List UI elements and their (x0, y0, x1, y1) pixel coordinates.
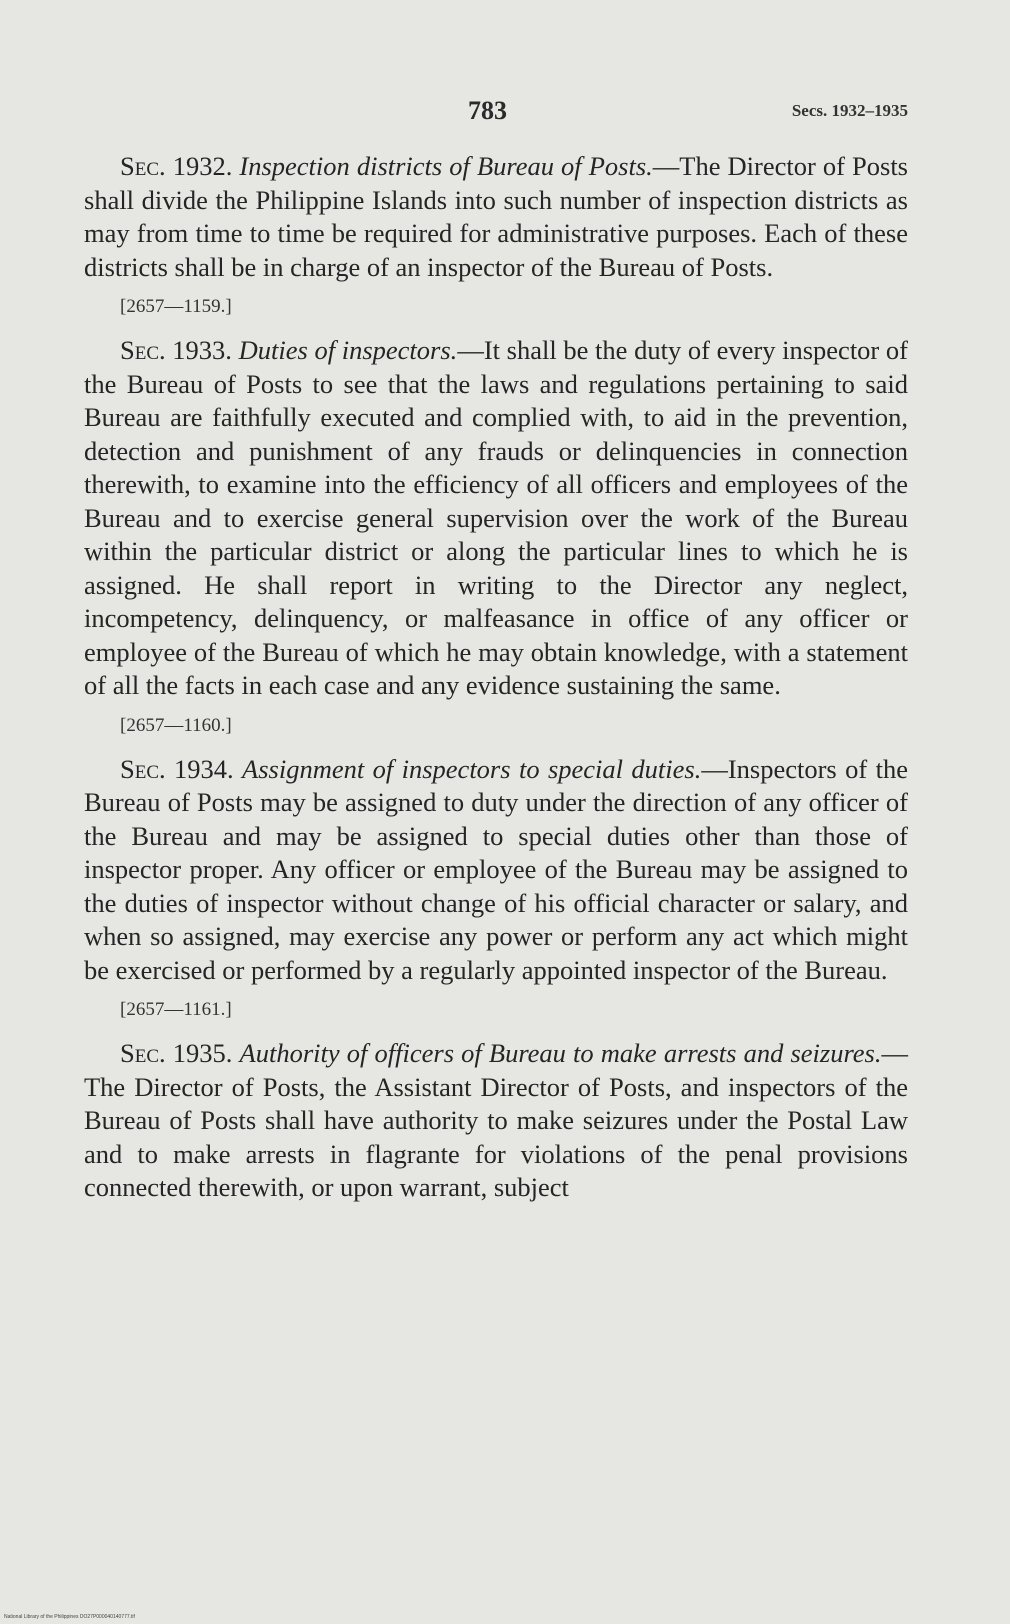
section-citation: [2657—1160.] (120, 714, 232, 736)
section-label: Sec. 1935. (120, 1038, 233, 1068)
section-body: —It shall be the duty of every inspector of the Bureau of Posts to see that the laws and regulations pertaining to said Bureau are faithfully executed and complied with, to aid in the prevention, detection and punishment of any frauds or delinquencies in connection therewith, to examine into the efficiency of all officers and employees of the Bureau and to exercise general supervision over the work of the Bureau within the particular district or along the particular lines to which he is assigned. He shall report in writing to the Director any neglect, incompetency, delinquency, or malfeasance in office of any officer or employee of the Bureau of which he may obtain knowledge, with a statement of all the facts in each case and any evidence sustaining the same. (84, 335, 908, 700)
section-body: —The Director of Posts shall divide the Philippine Islands into such number of inspection districts as may from time to time be required for administrative purposes. Each of these districts shall be in charge of an inspector of the Bureau of Posts. (84, 151, 908, 282)
section-label: Sec. 1933. (120, 335, 232, 365)
section-citation: [2657—1161.] (120, 999, 232, 1020)
section-1933 (84, 334, 908, 739)
section-body: —Inspectors of the Bureau of Posts may be assigned to duty under the direction of any officer of the Bureau and may be assigned to special duties other than those of inspector proper. Any officer or employee of the Bureau may be assigned to the duties of inspector without change of his official character or salary, and when so assigned, may exercise any power or perform any act which might be exercised or performed by a regularly appointed inspector of the Bureau. (84, 753, 908, 985)
section-1935 (84, 1037, 908, 1205)
section-heading: Duties of inspectors. (238, 335, 458, 365)
section-paragraph (84, 753, 908, 988)
scan-credit: National Library of the Philippines DO27P000040140777.tif (4, 1614, 135, 1620)
section-paragraph (84, 1037, 908, 1205)
section-1934 (84, 753, 908, 1024)
section-label: Sec. 1932. (120, 151, 233, 181)
section-heading: Inspection districts of Bureau of Posts. (239, 151, 653, 181)
page-header (84, 96, 908, 136)
section-heading: Assignment of inspectors to special duties. (242, 753, 702, 784)
section-1932 (84, 150, 908, 320)
section-citation: [2657—1159.] (120, 296, 232, 317)
section-heading: Authority of officers of Bureau to make arrests and seizures. (239, 1038, 882, 1068)
section-label: Sec. 1934. (120, 753, 234, 784)
page-number: 783 (468, 96, 507, 125)
section-range: Secs. 1932–1935 (791, 101, 908, 120)
section-paragraph (84, 150, 908, 284)
page-content (84, 96, 908, 1205)
section-body: —The Director of Posts, the Assistant Director of Posts, and inspectors of the Bureau of Posts shall have authority to make seizures under the Postal Law and to make arrests in flagrante for violations of the penal provisions connected therewith, or upon warrant, subject (84, 1038, 908, 1202)
section-paragraph (84, 334, 908, 703)
